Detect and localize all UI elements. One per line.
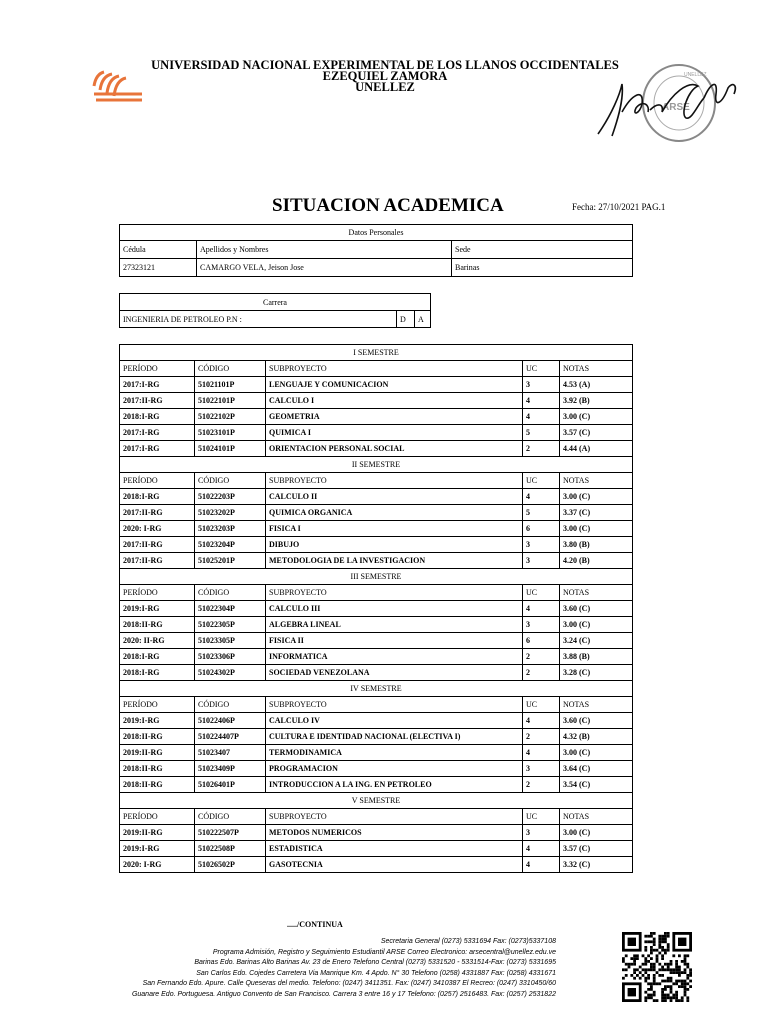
subproyecto-cell: GASOTECNIA: [266, 857, 523, 873]
subproyecto-cell: METODOLOGIA DE LA INVESTIGACION: [266, 553, 523, 569]
col-codigo: CÓDIGO: [195, 473, 266, 489]
col-subproyecto: SUBPROYECTO: [266, 697, 523, 713]
uc-cell: 3: [523, 825, 560, 841]
periodo-cell: 2018:I-RG: [120, 489, 195, 505]
semester-title: III SEMESTRE: [120, 569, 633, 585]
codigo-cell: 51024101P: [195, 441, 266, 457]
notas-cell: 3.00 (C): [560, 489, 633, 505]
periodo-cell: 2017:II-RG: [120, 505, 195, 521]
notas-cell: 3.00 (C): [560, 521, 633, 537]
periodo-cell: 2020: I-RG: [120, 857, 195, 873]
semester-title: II SEMESTRE: [120, 457, 633, 473]
uc-cell: 5: [523, 425, 560, 441]
periodo-cell: 2019:I-RG: [120, 841, 195, 857]
notas-cell: 3.00 (C): [560, 825, 633, 841]
semester-title: I SEMESTRE: [120, 345, 633, 361]
notas-cell: 4.53 (A): [560, 377, 633, 393]
table-row: [120, 729, 633, 745]
cedula-value: 27323121: [120, 259, 197, 277]
table-row: [120, 409, 633, 425]
col-periodo: PERÍODO: [120, 585, 195, 601]
subproyecto-cell: QUIMICA ORGANICA: [266, 505, 523, 521]
col-codigo: CÓDIGO: [195, 809, 266, 825]
uc-cell: 3: [523, 761, 560, 777]
table-row: [120, 665, 633, 681]
subproyecto-cell: FISICA II: [266, 633, 523, 649]
notas-cell: 3.32 (C): [560, 857, 633, 873]
notas-cell: 3.60 (C): [560, 713, 633, 729]
table-row: [120, 601, 633, 617]
periodo-cell: 2018:I-RG: [120, 409, 195, 425]
col-notas: NOTAS: [560, 809, 633, 825]
codigo-cell: 51023306P: [195, 649, 266, 665]
notas-cell: 3.00 (C): [560, 409, 633, 425]
uc-cell: 3: [523, 377, 560, 393]
notas-cell: 3.24 (C): [560, 633, 633, 649]
periodo-cell: 2019:I-RG: [120, 713, 195, 729]
carrera-name: INGENIERIA DE PETROLEO P.N :: [120, 311, 397, 328]
footer-line: Barinas Edo. Barinas Alto Barinas Av. 23 de Enero Telefono Central (0273) 5331520 - 5331514-Fax: (0273) 5331695: [194, 959, 556, 967]
col-notas: NOTAS: [560, 585, 633, 601]
personal-data-table: [119, 224, 633, 277]
qr-code: [622, 932, 692, 1002]
grades-table: [119, 344, 633, 873]
print-date: Fecha: 27/10/2021 PAG.1: [572, 202, 666, 212]
periodo-cell: 2017:I-RG: [120, 425, 195, 441]
col-subproyecto: SUBPROYECTO: [266, 361, 523, 377]
notas-cell: 3.54 (C): [560, 777, 633, 793]
codigo-cell: 51023101P: [195, 425, 266, 441]
subproyecto-cell: TERMODINAMICA: [266, 745, 523, 761]
notas-cell: 4.32 (B): [560, 729, 633, 745]
periodo-cell: 2018:I-RG: [120, 665, 195, 681]
uc-cell: 6: [523, 633, 560, 649]
subproyecto-cell: GEOMETRIA: [266, 409, 523, 425]
codigo-cell: 51022102P: [195, 409, 266, 425]
notas-cell: 3.37 (C): [560, 505, 633, 521]
sede-value: Barinas: [452, 259, 633, 277]
notas-cell: 3.60 (C): [560, 601, 633, 617]
subproyecto-cell: CULTURA E IDENTIDAD NACIONAL (ELECTIVA I): [266, 729, 523, 745]
uc-cell: 4: [523, 857, 560, 873]
periodo-cell: 2019:II-RG: [120, 745, 195, 761]
subproyecto-cell: ORIENTACION PERSONAL SOCIAL: [266, 441, 523, 457]
uc-cell: 2: [523, 441, 560, 457]
table-row: [120, 761, 633, 777]
uc-cell: 4: [523, 393, 560, 409]
table-row: [120, 521, 633, 537]
uc-cell: 3: [523, 537, 560, 553]
continua-label: ...../CONTINUA: [287, 920, 343, 929]
periodo-cell: 2018:II-RG: [120, 617, 195, 633]
codigo-cell: 51022304P: [195, 601, 266, 617]
periodo-cell: 2020: II-RG: [120, 633, 195, 649]
col-sede: Sede: [452, 241, 633, 259]
col-cedula: Cédula: [120, 241, 197, 259]
subproyecto-cell: PROGRAMACION: [266, 761, 523, 777]
table-row: [120, 489, 633, 505]
university-name: UNIVERSIDAD NACIONAL EXPERIMENTAL DE LOS LLANOS OCCIDENTALES EZEQUIEL ZAMORA UNELLEZ: [151, 58, 619, 94]
periodo-cell: 2019:I-RG: [120, 601, 195, 617]
subproyecto-cell: ALGEBRA LINEAL: [266, 617, 523, 633]
table-row: [120, 377, 633, 393]
notas-cell: 3.80 (B): [560, 537, 633, 553]
uc-cell: 4: [523, 841, 560, 857]
col-subproyecto: SUBPROYECTO: [266, 585, 523, 601]
periodo-cell: 2017:II-RG: [120, 393, 195, 409]
subproyecto-cell: CALCULO III: [266, 601, 523, 617]
table-row: [120, 857, 633, 873]
notas-cell: 3.57 (C): [560, 425, 633, 441]
subproyecto-cell: QUIMICA I: [266, 425, 523, 441]
footer-line: San Carlos Edo. Cojedes Carretera Via Manrique Km. 4 Apdo. N° 30 Telefono (0258) 4331887 Fax: (0258) 4331671: [196, 969, 556, 977]
col-periodo: PERÍODO: [120, 361, 195, 377]
uc-cell: 4: [523, 713, 560, 729]
subproyecto-cell: CALCULO I: [266, 393, 523, 409]
nombres-value: CAMARGO VELA, Jeison Jose: [197, 259, 452, 277]
uc-cell: 3: [523, 553, 560, 569]
col-subproyecto: SUBPROYECTO: [266, 473, 523, 489]
notas-cell: 3.28 (C): [560, 665, 633, 681]
periodo-cell: 2017:II-RG: [120, 553, 195, 569]
table-row: [120, 393, 633, 409]
unellez-logo: [90, 60, 150, 108]
periodo-cell: 2018:II-RG: [120, 729, 195, 745]
uc-cell: 2: [523, 777, 560, 793]
section-title: Datos Personales: [120, 225, 633, 241]
table-row: [120, 745, 633, 761]
col-periodo: PERÍODO: [120, 473, 195, 489]
col-periodo: PERÍODO: [120, 809, 195, 825]
notas-cell: 3.00 (C): [560, 617, 633, 633]
subproyecto-cell: CALCULO II: [266, 489, 523, 505]
table-row: [120, 617, 633, 633]
codigo-cell: 51026401P: [195, 777, 266, 793]
codigo-cell: 51022508P: [195, 841, 266, 857]
periodo-cell: 2020: I-RG: [120, 521, 195, 537]
table-row: [120, 505, 633, 521]
subproyecto-cell: INTRODUCCION A LA ING. EN PETROLEO: [266, 777, 523, 793]
table-row: [120, 537, 633, 553]
notas-cell: 3.92 (B): [560, 393, 633, 409]
uc-cell: 3: [523, 617, 560, 633]
codigo-cell: 51026502P: [195, 857, 266, 873]
codigo-cell: 51023203P: [195, 521, 266, 537]
periodo-cell: 2018:II-RG: [120, 761, 195, 777]
notas-cell: 3.88 (B): [560, 649, 633, 665]
svg-text:UNELLEZ: UNELLEZ: [684, 72, 707, 78]
carrera-d: D: [397, 311, 415, 328]
codigo-cell: 51021101P: [195, 377, 266, 393]
col-codigo: CÓDIGO: [195, 585, 266, 601]
col-uc: UC: [523, 809, 560, 825]
col-periodo: PERÍODO: [120, 697, 195, 713]
codigo-cell: 51025201P: [195, 553, 266, 569]
codigo-cell: 51022305P: [195, 617, 266, 633]
uc-cell: 4: [523, 489, 560, 505]
notas-cell: 4.44 (A): [560, 441, 633, 457]
periodo-cell: 2018:II-RG: [120, 777, 195, 793]
codigo-cell: 510222507P: [195, 825, 266, 841]
subproyecto-cell: INFORMATICA: [266, 649, 523, 665]
periodo-cell: 2019:II-RG: [120, 825, 195, 841]
notas-cell: 3.00 (C): [560, 745, 633, 761]
footer-line: Secretaria General (0273) 5331694 Fax: (0273)5337108: [380, 938, 556, 945]
codigo-cell: 510224407P: [195, 729, 266, 745]
uc-cell: 6: [523, 521, 560, 537]
col-notas: NOTAS: [560, 697, 633, 713]
col-codigo: CÓDIGO: [195, 361, 266, 377]
uc-cell: 4: [523, 745, 560, 761]
codigo-cell: 51022406P: [195, 713, 266, 729]
col-uc: UC: [523, 697, 560, 713]
table-row: [120, 553, 633, 569]
col-uc: UC: [523, 473, 560, 489]
codigo-cell: 51023409P: [195, 761, 266, 777]
periodo-cell: 2018:I-RG: [120, 649, 195, 665]
codigo-cell: 51023305P: [195, 633, 266, 649]
uc-cell: 4: [523, 409, 560, 425]
codigo-cell: 51023407: [195, 745, 266, 761]
notas-cell: 4.20 (B): [560, 553, 633, 569]
table-row: [120, 777, 633, 793]
periodo-cell: 2017:II-RG: [120, 537, 195, 553]
codigo-cell: 51024302P: [195, 665, 266, 681]
footer-contact: [132, 937, 556, 1001]
table-row: [120, 633, 633, 649]
section-title: Carrera: [120, 294, 431, 311]
codigo-cell: 51022101P: [195, 393, 266, 409]
col-notas: NOTAS: [560, 361, 633, 377]
table-row: [120, 649, 633, 665]
col-codigo: CÓDIGO: [195, 697, 266, 713]
page-title: SITUACION ACADEMICA: [272, 195, 504, 216]
subproyecto-cell: SOCIEDAD VENEZOLANA: [266, 665, 523, 681]
col-subproyecto: SUBPROYECTO: [266, 809, 523, 825]
table-row: [120, 825, 633, 841]
uc-cell: 2: [523, 665, 560, 681]
codigo-cell: 51022203P: [195, 489, 266, 505]
uc-cell: 2: [523, 729, 560, 745]
periodo-cell: 2017:I-RG: [120, 377, 195, 393]
table-row: [120, 841, 633, 857]
footer-line: San Fernando Edo. Apure. Calle Queseras del medio. Telefono: (0247) 3411351. Fax: (0247) 3410387 El Recreo: (0247) 3310450/60: [142, 980, 556, 988]
notas-cell: 3.57 (C): [560, 841, 633, 857]
semester-title: V SEMESTRE: [120, 793, 633, 809]
carrera-a: A: [415, 311, 431, 328]
col-uc: UC: [523, 361, 560, 377]
col-nombres: Apellidos y Nombres: [197, 241, 452, 259]
subproyecto-cell: FISICA I: [266, 521, 523, 537]
subproyecto-cell: METODOS NUMERICOS: [266, 825, 523, 841]
subproyecto-cell: DIBUJO: [266, 537, 523, 553]
subproyecto-cell: LENGUAJE Y COMUNICACION: [266, 377, 523, 393]
table-row: [120, 425, 633, 441]
table-row: [120, 713, 633, 729]
semester-title: IV SEMESTRE: [120, 681, 633, 697]
notas-cell: 3.64 (C): [560, 761, 633, 777]
subproyecto-cell: CALCULO IV: [266, 713, 523, 729]
table-row: [120, 441, 633, 457]
codigo-cell: 51023204P: [195, 537, 266, 553]
uc-cell: 2: [523, 649, 560, 665]
uc-cell: 4: [523, 601, 560, 617]
svg-text:ARSE: ARSE: [662, 102, 690, 113]
periodo-cell: 2017:I-RG: [120, 441, 195, 457]
signature: [592, 74, 742, 144]
carrera-table: [119, 293, 431, 328]
col-uc: UC: [523, 585, 560, 601]
footer-line: Guanare Edo. Portuguesa. Antiguo Convento de San Francisco. Carrera 3 entre 16 y 17 Telefono: (0257) 2516483. Fax: (0257) 2531822: [131, 990, 556, 998]
footer-line: Programa Admisión, Registro y Seguimiento Estudiantil ARSE Correo Electronico: arsecentral@unellez.edu.ve: [212, 948, 556, 956]
uc-cell: 5: [523, 505, 560, 521]
codigo-cell: 51023202P: [195, 505, 266, 521]
col-notas: NOTAS: [560, 473, 633, 489]
subproyecto-cell: ESTADISTICA: [266, 841, 523, 857]
